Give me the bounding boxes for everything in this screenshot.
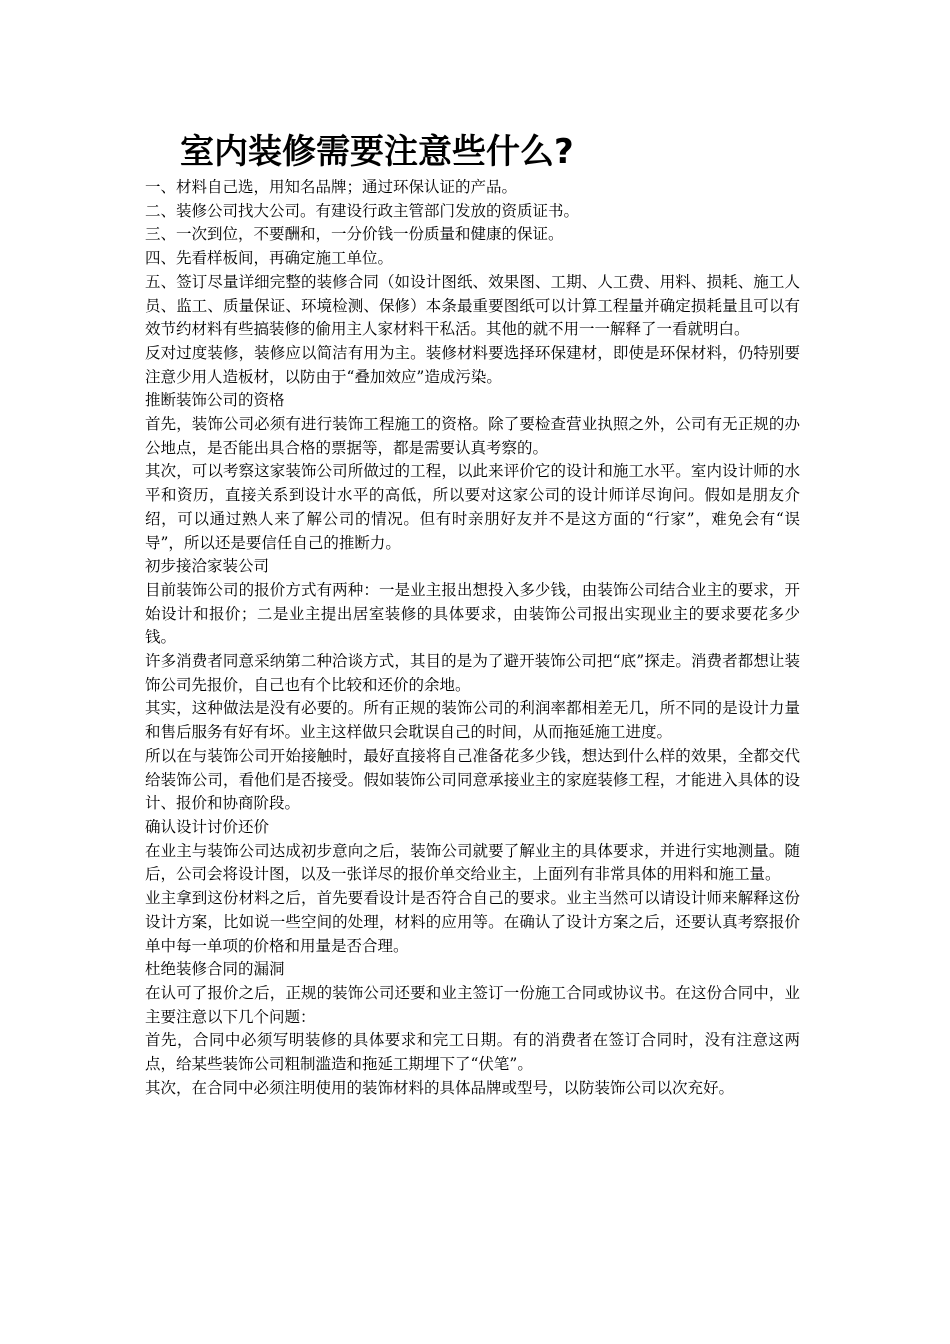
paragraph: 业主拿到这份材料之后，首先要看设计是否符合自己的要求。业主当然可以请设计师来解释这份设计方案，比如说一些空间的处理，材料的应用等。在确认了设计方案之后，还要认真考察报价单中每一单项的价格和用量是否合理。 xyxy=(145,889,800,955)
paragraph: 五、签订尽量详细完整的装修合同（如设计图纸、效果图、工期、人工费、用料、损耗、施工人员、监工、质量保证、环境检测、保修）本条最重要图纸可以计算工程量并确定损耗量且可以有效节约材料有些搞装修的偷用主人家材料干私活。其他的就不用一一解释了一看就明白。 xyxy=(145,272,800,339)
page-title: 室内装修需要注意些什么? xyxy=(180,132,574,172)
section-heading: 杜绝装修合同的漏洞 xyxy=(145,960,285,979)
paragraph: 三、一次到位，不要酬和，一分价钱一份质量和健康的保证。 xyxy=(145,225,564,244)
paragraph: 其次，在合同中必须注明使用的装饰材料的具体品牌或型号，以防装饰公司以次充好。 xyxy=(145,1078,735,1097)
paragraph: 二、装修公司找大公司。有建设行政主管部门发放的资质证书。 xyxy=(145,201,580,220)
paragraph: 首先，合同中必须写明装修的具体要求和完工日期。有的消费者在签订合同时，没有注意这两点，给某些装饰公司粗制滥造和拖延工期埋下了“伏笔”。 xyxy=(145,1031,800,1074)
document-body xyxy=(145,176,800,1100)
section-heading: 确认设计讨价还价 xyxy=(145,817,270,836)
paragraph: 其次，可以考察这家装饰公司所做过的工程，以此来评价它的设计和施工水平。室内设计师的水平和资历，直接关系到设计水平的高低，所以要对这家公司的设计师详尽询问。假如是朋友介绍，可以通过熟人来了解公司的情况。但有时亲朋好友并不是这方面的“行家”，难免会有“误导”，所以还是要信任自己的推断力。 xyxy=(145,462,800,552)
paragraph: 目前装饰公司的报价方式有两种：一是业主报出想投入多少钱，由装饰公司结合业主的要求，开始设计和报价；二是业主提出居室装修的具体要求，由装饰公司报出实现业主的要求要花多少钱。 xyxy=(145,580,800,647)
paragraph: 四、先看样板间，再确定施工单位。 xyxy=(145,249,394,268)
paragraph: 一、材料自己选，用知名品牌；通过环保认证的产品。 xyxy=(145,178,518,196)
paragraph: 在业主与装饰公司达成初步意向之后，装饰公司就要了解业主的具体要求，并进行实地测量。随后，公司会将设计图，以及一张详尽的报价单交给业主，上面列有非常具体的用料和施工量。 xyxy=(145,841,800,884)
paragraph: 反对过度装修，装修应以简洁有用为主。装修材料要选择环保建材，即使是环保材料，仍特别要注意少用人造板材，以防由于“叠加效应”造成污染。 xyxy=(145,343,800,386)
paragraph: 其实，这种做法是没有必要的。所有正规的装饰公司的利润率都相差无几，所不同的是设计力量和售后服务有好有坏。业主这样做只会耽误自己的时间，从而拖延施工进度。 xyxy=(145,699,800,742)
section-heading: 初步接洽家装公司 xyxy=(145,557,270,576)
paragraph: 在认可了报价之后，正规的装饰公司还要和业主签订一份施工合同或协议书。在这份合同中，业主要注意以下几个问题： xyxy=(145,983,800,1026)
section-heading: 推断装饰公司的资格 xyxy=(145,391,285,410)
paragraph: 所以在与装饰公司开始接触时，最好直接将自己准备花多少钱，想达到什么样的效果，全都交代给装饰公司，看他们是否接受。假如装饰公司同意承接业主的家庭装修工程，才能进入具体的设计、报价和协商阶段。 xyxy=(145,746,800,813)
paragraph: 许多消费者同意采纳第二种洽谈方式，其目的是为了避开装饰公司把“底”探走。消费者都想让装饰公司先报价，自己也有个比较和还价的余地。 xyxy=(145,652,800,694)
paragraph: 首先，装饰公司必须有进行装饰工程施工的资格。除了要检查营业执照之外，公司有无正规的办公地点，是否能出具合格的票据等，都是需要认真考察的。 xyxy=(145,415,800,457)
